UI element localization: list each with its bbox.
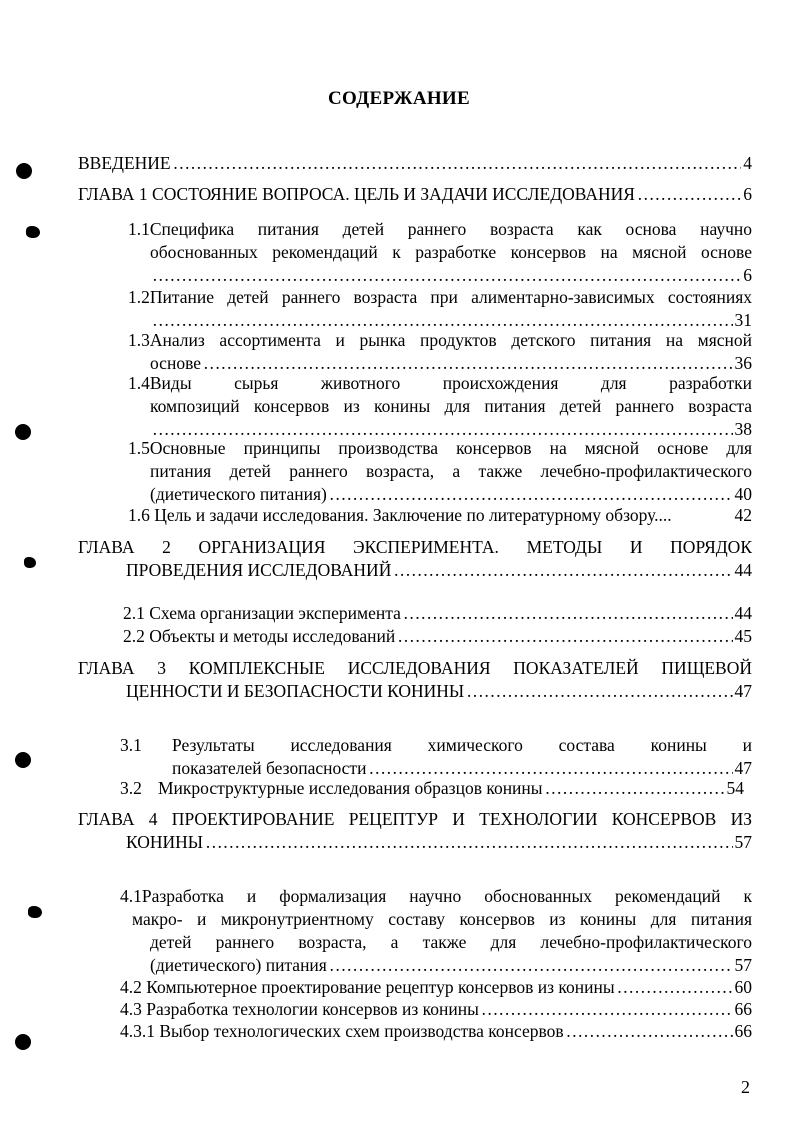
toc-entry-title-line3: (диетического питания) (150, 484, 327, 504)
leader-dots (205, 831, 732, 854)
leader-dots (329, 954, 733, 977)
section-number: 1.5 (128, 438, 150, 458)
toc-page-number: 6 (743, 265, 752, 285)
toc-entry-1-4 (128, 372, 752, 441)
punch-hole-mark (24, 557, 36, 568)
toc-entry-title: Виды сырья животного происхождения для разработки (149, 373, 752, 393)
toc-entry-title: ГЛАВА 1 СОСТОЯНИЕ ВОПРОСА. ЦЕЛЬ И ЗАДАЧИ ИССЛЕДОВАНИЯ (78, 184, 635, 204)
toc-page-number: 54 (726, 778, 744, 798)
toc-page-number: 57 (734, 955, 752, 975)
toc-page-number: 4 (743, 153, 752, 173)
toc-page-number: 42 (734, 505, 752, 525)
toc-entry-title: Результаты исследования химического состава конины и (172, 735, 752, 755)
toc-entry-title-line2: основе (150, 353, 201, 373)
toc-page-number: 66 (734, 999, 752, 1019)
toc-entry-title: 4.3 Разработка технологии консервов из конины (120, 999, 479, 1019)
toc-entry-title-line4: (диетического) питания (150, 955, 327, 975)
toc-entry-title: 2.1 Схема организации эксперимента (123, 603, 401, 623)
toc-entry-title-line2: ПРОВЕДЕНИЯ ИССЛЕДОВАНИЙ (126, 560, 392, 580)
section-number: 1.1 (128, 219, 150, 239)
toc-entry-3-2 (120, 777, 744, 800)
toc-entry-title: ГЛАВА 2 ОРГАНИЗАЦИЯ ЭКСПЕРИМЕНТА. МЕТОДЫ И ПОРЯДОК (78, 537, 752, 557)
toc-entry-1-2 (128, 286, 752, 332)
toc-entry-chapter-3 (78, 657, 752, 703)
toc-entry-4-2 (120, 976, 752, 999)
toc-page-number: 47 (734, 681, 752, 701)
toc-entry-title: Основные принципы производства консервов на мясной основе для (149, 438, 752, 458)
punch-hole-mark (28, 906, 42, 918)
toc-entry-title: ВВЕДЕНИЕ (78, 153, 171, 173)
section-number: 3.1 (120, 735, 142, 755)
toc-entry-title: ГЛАВА 4 ПРОЕКТИРОВАНИЕ РЕЦЕПТУР И ТЕХНОЛОГИИ КОНСЕРВОВ ИЗ (78, 809, 752, 829)
toc-entry-title-line2: КОНИНЫ (126, 832, 204, 852)
leader-dots (637, 183, 741, 206)
toc-entry-title: 1.6 Цель и задачи исследования. Заключение по литературному обзору.... (128, 505, 672, 525)
toc-entry-title-line3: детей раннего возраста, а также для лечебно-профилактического (150, 932, 752, 952)
page-number: 2 (741, 1077, 750, 1097)
leader-dots (617, 976, 733, 999)
toc-entry-title: Микроструктурные исследования образцов конины (158, 778, 543, 798)
toc-page-number: 36 (734, 353, 752, 373)
leader-dots (152, 264, 741, 287)
punch-hole-mark (15, 1034, 31, 1050)
leader-dots (393, 559, 732, 582)
toc-page-number: 44 (734, 560, 752, 580)
section-number: 1.2 (128, 287, 150, 307)
punch-hole-mark (26, 226, 40, 238)
toc-entry-4-3 (120, 998, 752, 1021)
toc-page-number: 45 (734, 626, 752, 646)
section-number: 4.1 (120, 886, 142, 906)
section-number: 1.4 (128, 373, 150, 393)
leader-dots (329, 483, 733, 506)
leader-dots (466, 680, 732, 703)
page-title: СОДЕРЖАНИЕ (328, 88, 470, 109)
section-number: 1.3 (128, 330, 150, 350)
toc-entry-title: Разработка и формализация научно обоснованных рекомендаций к (141, 886, 752, 906)
toc-entry-title-line2: ЦЕННОСТИ И БЕЗОПАСНОСТИ КОНИНЫ (126, 681, 465, 701)
toc-entry-4-1 (120, 885, 752, 977)
punch-hole-mark (15, 752, 31, 768)
toc-entry-title: Питание детей раннего возраста при алиментарно-зависимых состояниях (149, 287, 752, 307)
toc-page-number: 44 (734, 603, 752, 623)
toc-entry-1-5 (128, 437, 752, 506)
toc-entry-title: 2.2 Объекты и методы исследований (123, 626, 396, 646)
toc-page-number: 66 (734, 1021, 752, 1041)
punch-hole-mark (15, 424, 31, 440)
toc-page-number: 38 (734, 419, 752, 439)
toc-entry-intro (78, 152, 752, 175)
toc-entry-title: 4.3.1 Выбор технологических схем производства консервов (120, 1021, 564, 1041)
leader-dots (481, 998, 733, 1021)
toc-entry-2-2 (123, 625, 752, 648)
toc-entry-title: Специфика питания детей раннего возраста как основа научно (149, 219, 752, 239)
toc-page-number: 57 (734, 832, 752, 852)
leader-dots (397, 625, 732, 648)
toc-entry-1-6 (128, 504, 752, 527)
toc-entry-2-1 (123, 602, 752, 625)
leader-dots (566, 1020, 733, 1043)
toc-entry-chapter-4 (78, 808, 752, 854)
toc-page-number: 60 (734, 977, 752, 997)
punch-hole-mark (16, 163, 32, 179)
toc-entry-title: ГЛАВА 3 КОМПЛЕКСНЫЕ ИССЛЕДОВАНИЯ ПОКАЗАТЕЛЕЙ ПИЩЕВОЙ (78, 658, 752, 678)
toc-entry-title: 4.2 Компьютерное проектирование рецептур консервов из конины (120, 977, 615, 997)
toc-entry-title-line2: показателей безопасности (172, 758, 367, 778)
toc-entry-chapter-2 (78, 536, 752, 582)
toc-page-number: 40 (734, 484, 752, 504)
toc-entry-title-line2: композиций консервов из конины для питания детей раннего возраста (150, 396, 752, 416)
toc-entry-title-line2: макро- и микронутриентному составу консервов из конины для питания (132, 909, 752, 929)
section-number: 3.2 (120, 778, 142, 798)
leader-dots (403, 602, 733, 625)
toc-entry-title-line2: питания детей раннего возраста, а также лечебно-профилактического (150, 461, 752, 481)
leader-dots (545, 777, 725, 800)
leader-dots (173, 152, 742, 175)
toc-entry-1-1 (128, 218, 752, 287)
toc-entry-title: Анализ ассортимента и рынка продуктов детского питания на мясной (149, 330, 752, 350)
toc-page-number: 31 (734, 310, 752, 330)
toc-entry-1-3 (128, 329, 752, 375)
toc-entry-title-line2: обоснованных рекомендаций к разработке консервов на мясной основе (150, 242, 752, 262)
toc-page-number: 6 (743, 184, 752, 204)
toc-entry-chapter-1 (78, 183, 752, 206)
toc-page-number: 47 (734, 758, 752, 778)
toc-entry-4-3-1 (120, 1020, 752, 1043)
toc-entry-3-1 (120, 734, 752, 780)
